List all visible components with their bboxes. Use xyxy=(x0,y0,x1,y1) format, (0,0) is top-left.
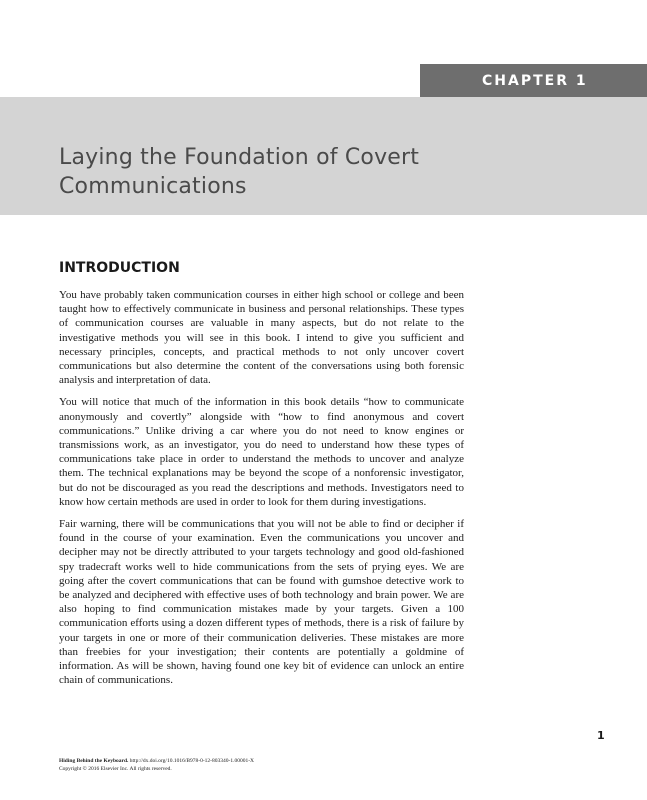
footer-copyright: Copyright © 2016 Elsevier Inc. All rights reserved. xyxy=(59,766,172,772)
footer-doi-link[interactable]: http://dx.doi.org/10.1016/B978-0-12-803340-1.00001-X xyxy=(129,758,255,764)
page-number: 1 xyxy=(597,729,605,742)
paragraph: You have probably taken communication courses in either high school or college and been taught how to effectively communicate in business and personal relationships. These types of communication courses are valuable in many aspects, but do not relate to the investigative methods you will see in this book. I intend to give you sufficient and necessary principles, concepts, and practical methods to not only uncover covert communications but also determine the content of the conversations using both forensic analysis and interpretation of data. xyxy=(59,289,464,387)
chapter-title-line-1: Laying the Foundation of Covert xyxy=(59,145,420,170)
paragraph: Fair warning, there will be communications that you will not be able to find or decipher if found in the course of your examination. Even the communications you uncover and decipher may not be directly attributed to your targets technology and good old-fashioned spy tradecraft works well to hide communications from the sets of prying eyes. We are going after the covert communications that can be found with gumshoe detective work to be analyzed and deciphered with effective uses of both technology and brain power. We are also hoping to find communication mistakes made by your targets. Given a 100 communication efforts using a dozen different types of methods, there is a risk of failure by your targets in one or more of their communication deliveries. These mistakes are more than freebies for your investigation; their contents are potentially a goldmine of information. As will be shown, having found one key bit of evidence can unlock an entire chain of communications. xyxy=(59,518,464,687)
body-text xyxy=(59,288,464,695)
chapter-label: CHAPTER 1 xyxy=(482,72,588,89)
footer-citation xyxy=(59,757,479,765)
footer-book-title: Hiding Behind the Keyboard. xyxy=(59,758,129,764)
chapter-label-tab xyxy=(420,64,647,97)
chapter-title-line-2: Communications xyxy=(59,174,247,199)
footer xyxy=(59,757,479,773)
paragraph: You will notice that much of the information in this book details “how to communicate anonymously and covertly” alongside with “how to find anonymous and covert communications.” Unlike driving a car where you do not need to know engines or transmissions work, as an investigator, you do need to understand how these types of communications take place in order to understand the methods to uncover and analyze them. The technical explanations may be beyond the scope of a nonforensic investigator, but do not be discouraged as you read the descriptions and methods. Investigators need to know how certain methods are used in order to look for them during investigations. xyxy=(59,396,464,508)
chapter-title xyxy=(59,143,419,201)
section-heading: INTRODUCTION xyxy=(59,260,180,276)
